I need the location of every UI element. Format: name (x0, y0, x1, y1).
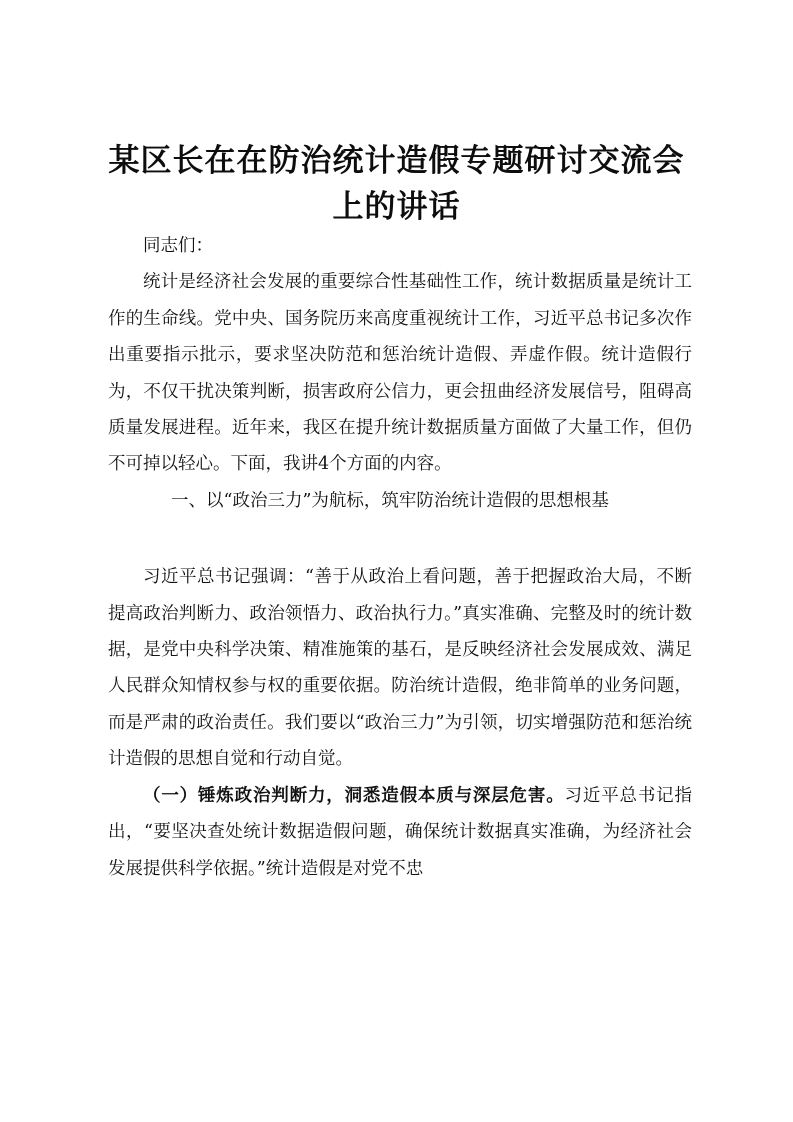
document-title: 某区长在在防治统计造假专题研讨交流会上的讲话 (108, 143, 685, 225)
section-paragraph: 习近平总书记强调：“善于从政治上看问题，善于把握政治大局，不断提高政治判断力、政治领悟力、政治执行力。”真实准确、完整及时的统计数据，是党中央科学决策、精准施策的基石，是反映经济社会发展成效、满足人民群众知情权参与权的重要依据。防治统计造假，绝非简单的业务问题，而是严肃的政治责任。我们要以“政治三力”为引领，切实增强防范和惩治统计造假的思想自觉和行动自觉。 (108, 567, 692, 770)
section-heading: 一、以“政治三力”为航标，筑牢防治统计造假的思想根基 (171, 490, 609, 511)
salutation: 同志们： (143, 236, 213, 256)
subsection-heading: （一）锤炼政治判断力，洞悉造假本质与深层危害。 (143, 785, 565, 806)
document-body (108, 228, 692, 887)
subsection-text: 习近平总书记指出，“要坚决查处统计数据造假问题，确保统计数据真实准确，为经济社会发展提供科学依据。”统计造假是对党不忠 (108, 785, 693, 879)
intro-paragraph: 统计是经济社会发展的重要综合性基础性工作，统计数据质量是统计工作的生命线。党中央、国务院历来高度重视统计工作，习近平总书记多次作出重要指示批示，要求坚决防范和惩治统计造假、弄虚作假。统计造假行为，不仅干扰决策判断，损害政府公信力，更会扭曲经济发展信号，阻碍高质量发展进程。近年来，我区在提升统计数据质量方面做了大量工作，但仍不可掉以轻心。下面，我讲4个方面的内容。 (108, 272, 692, 475)
blank-line (108, 519, 692, 559)
subsection-paragraph (108, 778, 692, 887)
